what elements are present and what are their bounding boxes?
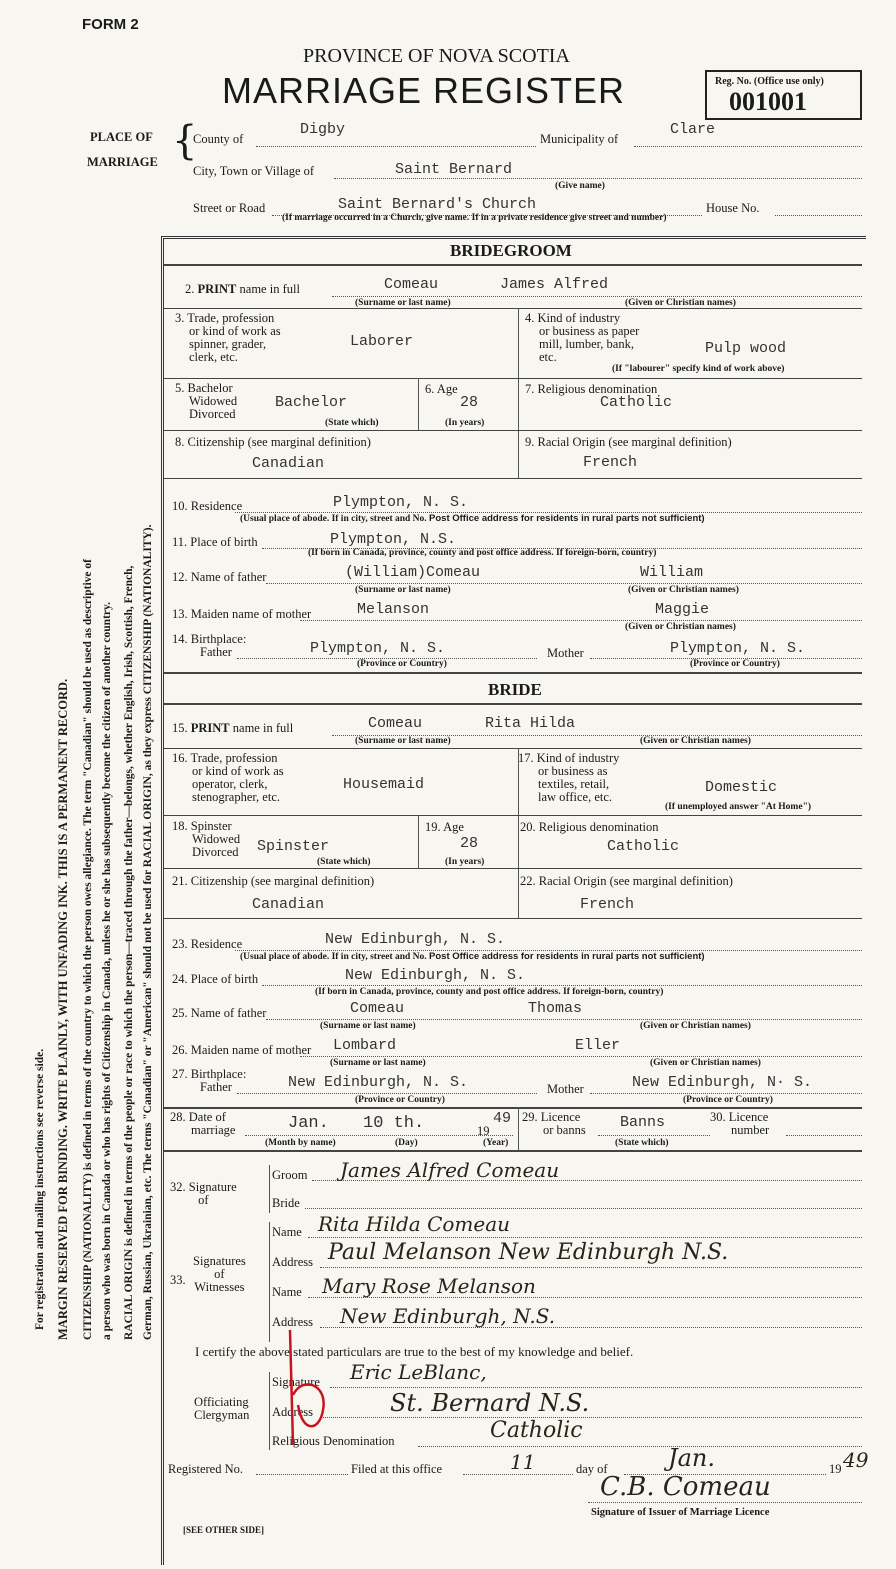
day-note: (Day) [395, 1138, 418, 1148]
street-label: Street or Road [193, 201, 266, 215]
given-note: (Given or Christian names) [640, 1021, 751, 1031]
bride-citizenship-label: 21. Citizenship (see marginal definition) [172, 874, 375, 888]
groom-father-label: 12. Name of father [172, 570, 267, 584]
province-title: PROVINCE OF NOVA SCOTIA [303, 45, 570, 67]
give-name-note: (Give name) [555, 181, 605, 191]
see-other-side: [SEE OTHER SIDE] [183, 1525, 265, 1535]
groom-trade-label: 3. Trade, profession or kind of work as spinner, grader, clerk, etc. [175, 311, 281, 364]
groom-father-birthplace: Plympton, N. S. [310, 640, 446, 657]
clergy-signature: Eric LeBlanc, [350, 1360, 487, 1384]
brace: { [172, 118, 198, 164]
month-note: (Month by name) [265, 1138, 336, 1148]
clergy-religion: Catholic [490, 1418, 583, 1443]
prov-note: (Province or Country) [690, 659, 780, 669]
bride-citizenship: Canadian [252, 896, 325, 913]
county-label: County of [193, 132, 244, 146]
marriage-month: Jan. [288, 1114, 329, 1133]
groom-racial-label: 9. Racial Origin (see marginal definition) [525, 435, 732, 449]
bride-age-label: 19. Age [425, 820, 464, 834]
witness2-name: Mary Rose Melanson [322, 1274, 536, 1298]
filed-year: 49 [843, 1448, 869, 1472]
bride-religion: Catholic [607, 838, 680, 855]
groom-birthplace: Plympton, N.S. [330, 531, 457, 548]
state-which-note: (State which) [317, 857, 371, 867]
date-label: 28. Date of marriage [170, 1110, 236, 1137]
print-label: PRINT [197, 282, 237, 296]
bride-birthplace-label: 24. Place of birth [172, 972, 259, 986]
bride-racial: French [580, 896, 635, 913]
given-note: (Given or Christian names) [628, 585, 739, 595]
clergy-sig-label: Signature [272, 1375, 320, 1389]
given-note: (Given or Christian names) [625, 622, 736, 632]
surname-note: (Surname or last name) [330, 1058, 426, 1068]
filed-month: Jan. [668, 1444, 716, 1472]
bride-father-given: Thomas [528, 1000, 583, 1017]
reg-label: Reg. No. (Office use only) [715, 76, 824, 87]
marriage-day: 10 th. [363, 1114, 425, 1133]
bride-status: Spinster [257, 838, 330, 855]
licence-value: Banns [620, 1114, 666, 1131]
groom-age-label: 6. Age [425, 382, 458, 396]
margin-note-5: RACIAL ORIGIN is defined in terms of the people or race to which the person—traced through the father—belongs, whether English, Irish, Scottish, French, [123, 565, 135, 1340]
clergy-label: Officiating Clergyman [194, 1395, 250, 1422]
in-years-note: (In years) [445, 857, 485, 867]
witness1-signature: Paul Melanson New Edinburgh N.S. [328, 1240, 729, 1265]
groom-residence: Plympton, N. S. [333, 494, 469, 511]
bride-surname: Comeau [368, 715, 423, 732]
issuer-signature: C.B. Comeau [600, 1472, 771, 1502]
prov-note: (Province or Country) [355, 1095, 445, 1105]
surname-note: (Surname or last name) [355, 298, 451, 308]
state-which-note: (State which) [615, 1138, 669, 1148]
day-of-label: day of [576, 1462, 608, 1476]
surname-note: (Surname or last name) [320, 1021, 416, 1031]
groom-father-given: William [640, 564, 704, 581]
industry-note: (If "labourer" specify kind of work above) [612, 364, 785, 374]
issuer-label: Signature of Issuer of Marriage Licence [591, 1507, 770, 1518]
filed-year-prefix: 19 [829, 1462, 842, 1476]
bride-age: 28 [460, 835, 479, 852]
bride-industry: Domestic [705, 779, 778, 796]
bride-birthplace-parents-label: 27. Birthplace: Father [172, 1067, 247, 1094]
house-label: House No. [706, 201, 760, 215]
prov-note: (Province or Country) [683, 1095, 773, 1105]
groom-citizenship-label: 8. Citizenship (see marginal definition) [175, 435, 371, 449]
municipality-label: Municipality of [540, 132, 619, 146]
bride-signature: Rita Hilda Comeau [318, 1212, 511, 1236]
licence-number-label: 30. Licence number [710, 1110, 770, 1137]
filed-label: Filed at this office [351, 1462, 443, 1476]
witness2-address-label: Address [272, 1315, 313, 1329]
bride-trade: Housemaid [343, 776, 425, 793]
groom-status-label: 5. Bachelor Widowed Divorced [175, 381, 238, 421]
bride-birthplace: New Edinburgh, N. S. [345, 967, 526, 984]
clergy-address-label: Address [272, 1405, 313, 1419]
bride-racial-label: 22. Racial Origin (see marginal definition) [520, 874, 733, 888]
marriage-year: 49 [493, 1110, 512, 1127]
margin-note-1: For registration and mailing instructions see reverse side. [34, 1048, 46, 1330]
groom-religion-label: 7. Religious denomination [525, 382, 658, 396]
groom-racial: French [583, 454, 638, 471]
groom-birthplace-parents-label: 14. Birthplace: Father [172, 632, 247, 659]
bride-father-surname: Comeau [350, 1000, 405, 1017]
city-label: City, Town or Village of [193, 164, 315, 178]
groom-citizenship: Canadian [252, 455, 325, 472]
bride-residence: New Edinburgh, N. S. [325, 931, 506, 948]
street-note: (If marriage occurred in a Church, give name. If in a private residence give street and number) [282, 213, 667, 223]
reg-number: 001001 [729, 87, 807, 116]
mother-label: Mother [547, 1082, 584, 1096]
residence-note: (Usual place of abode. If in city, street and No. Post Office address for residents in rural parts not sufficient) [240, 513, 705, 524]
bridegroom-heading: BRIDEGROOM [450, 241, 572, 260]
name-full-label: name in full [239, 282, 300, 296]
witness2-address: New Edinburgh, N.S. [340, 1304, 556, 1328]
witness1-name-label: Name [272, 1225, 302, 1239]
groom-signature: James Alfred Comeau [340, 1158, 560, 1182]
witness1-address-label: Address [272, 1255, 313, 1269]
given-note: (Given or Christian names) [650, 1058, 761, 1068]
licence-label: 29. Licence or banns [522, 1110, 586, 1137]
bride-sig-label: Bride [272, 1196, 300, 1210]
groom-status: Bachelor [275, 394, 348, 411]
county-value: Digby [300, 121, 346, 138]
groom-name-label: 2. PRINT name in full [185, 282, 300, 296]
city-value: Saint Bernard [395, 161, 513, 178]
witness2-name-label: Name [272, 1285, 302, 1299]
witness-label: Signatures of Witnesses [193, 1254, 246, 1294]
bride-industry-label: 17. Kind of industry or business as textiles, retail, law office, etc. [518, 751, 620, 804]
street-value: Saint Bernard's Church [338, 196, 537, 213]
groom-residence-label: 10. Residence [172, 499, 243, 513]
registered-no-label: Registered No. [168, 1462, 243, 1476]
bride-status-label: 18. Spinster Widowed Divorced [172, 819, 241, 859]
margin-note-4: a person who was born in Canada or who has rights of Citizenship in Canada, unless he or she has subsequently become the citizen of another country. [101, 601, 113, 1340]
place-label-2: MARRIAGE [87, 155, 158, 169]
groom-trade: Laborer [350, 333, 414, 350]
birth-note: (If born in Canada, province, county and post office address. If foreign-born, country) [315, 987, 664, 997]
page-title: MARRIAGE REGISTER [222, 70, 626, 111]
state-which-note: (State which) [325, 418, 379, 428]
bride-trade-label: 16. Trade, profession or kind of work as operator, clerk, stenographer, etc. [172, 751, 284, 804]
surname-note: (Surname or last name) [355, 736, 451, 746]
certify-statement: I certify the above stated particulars are true to the best of my knowledge and belief. [195, 1344, 634, 1359]
bride-mother-birthplace: New Edinburgh, N· S. [632, 1074, 813, 1091]
reg-number-box [705, 70, 862, 120]
year-note: (Year) [483, 1138, 509, 1148]
bride-residence-label: 23. Residence [172, 937, 243, 951]
groom-father-surname: (William)Comeau [345, 564, 481, 581]
bride-father-birthplace: New Edinburgh, N. S. [288, 1074, 469, 1091]
groom-industry-label: 4. Kind of industry or business as paper mill, lumber, bank, etc. [525, 311, 640, 364]
groom-mother-surname: Melanson [357, 601, 430, 618]
bride-religion-label: 20. Religious denomination [520, 820, 659, 834]
clergy-religion-label: Religious Denomination [272, 1434, 395, 1448]
groom-industry: Pulp wood [705, 340, 787, 357]
groom-given: James Alfred [500, 276, 609, 293]
residence-note: (Usual place of abode. If in city, street and No. Post Office address for residents in rural parts not sufficient) [240, 951, 705, 962]
groom-mother-birthplace: Plympton, N. S. [670, 640, 806, 657]
bride-mother-surname: Lombard [333, 1037, 397, 1054]
groom-surname: Comeau [384, 276, 439, 293]
bride-heading: BRIDE [488, 680, 542, 699]
filed-day: 11 [510, 1450, 536, 1474]
bride-mother-given: Eller [575, 1037, 621, 1054]
groom-religion: Catholic [600, 394, 673, 411]
given-note: (Given or Christian names) [640, 736, 751, 746]
municipality-value: Clare [670, 121, 716, 138]
signature-of-label: 32. Signature of [170, 1180, 237, 1207]
form-number: FORM 2 [82, 16, 139, 33]
industry-note: (If unemployed answer "At Home") [665, 802, 812, 812]
surname-note: (Surname or last name) [355, 585, 451, 595]
in-years-note: (In years) [445, 418, 485, 428]
witness-number: 33. [170, 1273, 186, 1287]
groom-sig-label: Groom [272, 1168, 308, 1182]
groom-mother-given: Maggie [655, 601, 710, 618]
clergy-address: St. Bernard N.S. [390, 1389, 590, 1417]
margin-note-6: German, Russian, Ukrainian, etc. The terms "Canadian" or "American" should not be used for RACIAL ORIGIN, as they express CITIZENSHIP (NATIONALITY). [142, 524, 154, 1340]
margin-note-3: CITIZENSHIP (NATIONALITY) is defined in terms of the country to which the person owes allegiance. The term "Canadian" should be used as descriptive of [82, 559, 94, 1340]
prov-note: (Province or Country) [357, 659, 447, 669]
groom-birthplace-label: 11. Place of birth [172, 535, 258, 549]
bride-name-label: 15. PRINT name in full [172, 721, 294, 735]
margin-note-2: MARGIN RESERVED FOR BINDING. WRITE PLAINLY, WITH UNFADING INK. THIS IS A PERMANENT RECORD. [56, 678, 70, 1340]
groom-age: 28 [460, 394, 479, 411]
year-prefix: 19 [477, 1124, 490, 1138]
bride-mother-label: 26. Maiden name of mother [172, 1043, 312, 1057]
bride-given: Rita Hilda [485, 715, 576, 732]
bride-father-label: 25. Name of father [172, 1006, 267, 1020]
groom-mother-label: 13. Maiden name of mother [172, 607, 312, 621]
given-note: (Given or Christian names) [625, 298, 736, 308]
mother-label: Mother [547, 646, 584, 660]
birth-note: (If born in Canada, province, county and post office address. If foreign-born, country) [308, 548, 657, 558]
red-check-mark [268, 1325, 348, 1455]
place-label-1: PLACE OF [90, 130, 153, 144]
